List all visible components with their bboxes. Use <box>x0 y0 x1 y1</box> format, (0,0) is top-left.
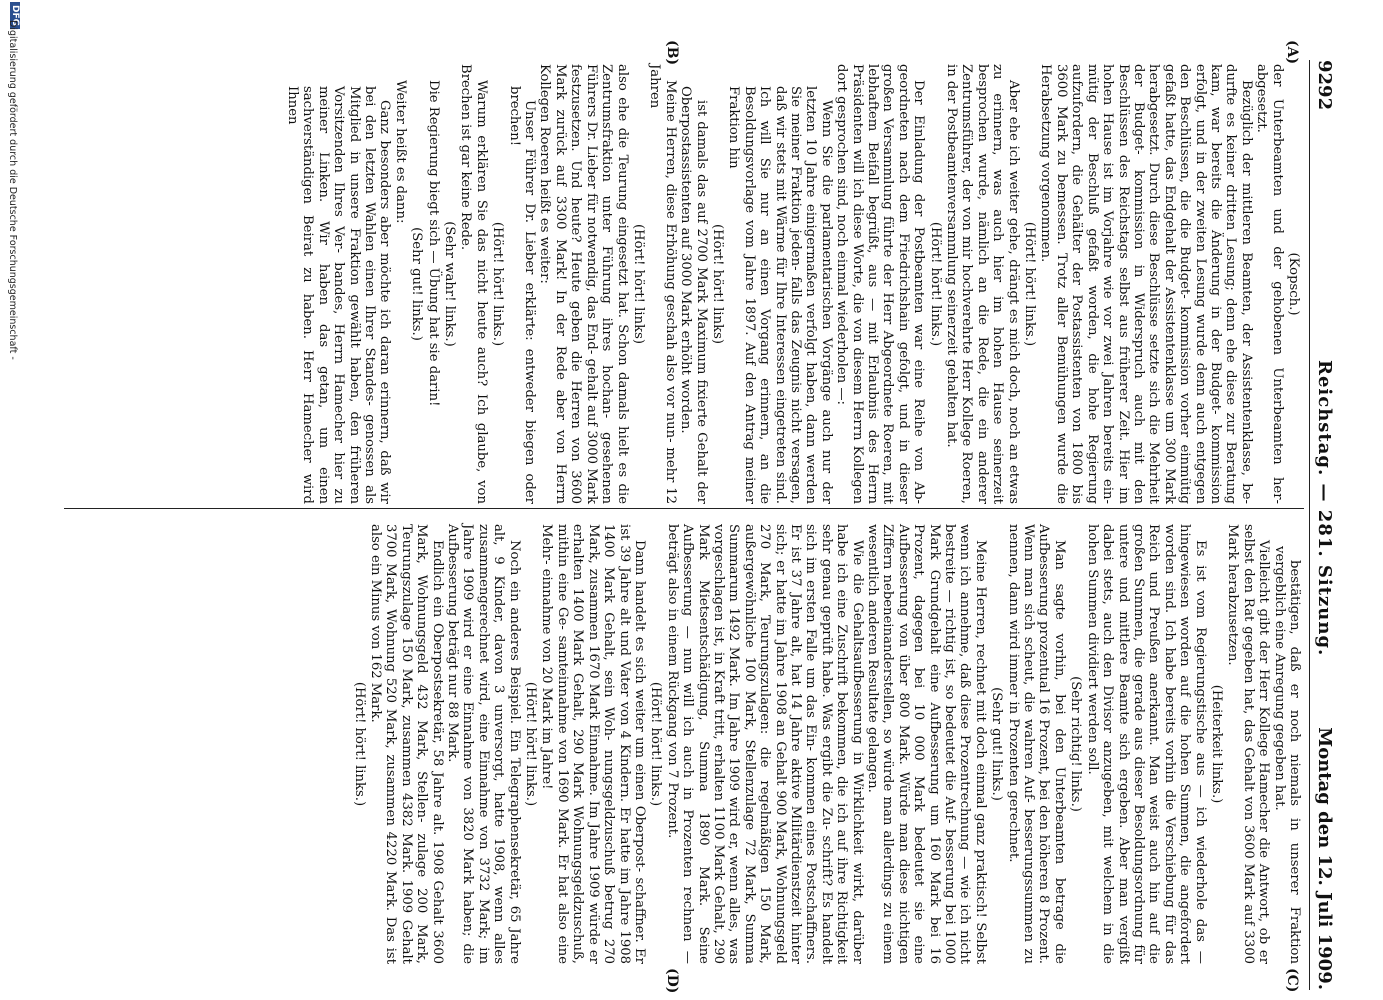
column-divider <box>64 508 1304 509</box>
paragraph: Noch ein anderes Beispiel. Ein Telegraphensekretär, 65 Jahre alt, 9 Kinder, davon 3 unversorgt, hatte 1908, wenn alles zusammengerechnet wird, eine Einnahme von 3732 Mark; im Jahre 1909 wird er eine Einnahme von 3820 Mark haben; die Aufbesserung beträgt nur 88 Mark. <box>445 524 522 964</box>
paragraph: Man sagte vorhin, bei den Unterbeamten betrage die Aufbesserung prozentual 16 Prozent, bei den höheren 8 Prozent. Wenn man sich scheut, die wahren Auf- besserungssummen zu nennen, dann wird immer in Prozenten gerechnet. <box>1005 524 1067 964</box>
paragraph: Vielleicht gibt der Herr Kollege Hamecher die Antwort, ob er selbst den Rat gegeben hat, das Gehalt von 3600 Mark auf 3300 Mark herabzusetzen. <box>1225 524 1272 964</box>
margin-letter-b: (B) <box>664 40 680 66</box>
interjection: (Hört! hört! links) <box>630 223 646 345</box>
page-number: 9292 <box>1314 60 1335 111</box>
paragraph: also ehe die Teurung eingesetzt hat. Schon damals hielt es die Zentrumsfraktion unter Führung ihres hochan- gesehenen Führers Dr. Lieber für notwendig, das End- gehalt auf 3000 Mark festzusetzen. Und heute? Heute geben die Herren von 3600 Mark zurück auf 3300 Mark! In der Rede aber von Herrn Kollegen Roeren heißt es weiter: <box>537 64 630 504</box>
paragraph: Der Einladung der Postbeamten war eine Reihe von Ab- geordneten nach dem Friedrichshain gefolgt, und in dieser großen Versammlung führte der Herr Abgeordnete Roeren, mit lebhaftem Beifall begrüßt, aus — mit Erlaubnis des Herrn Präsidenten will ich diese Worte, die von diesem Herrn Kollegen dort gesprochen sind, noch einmal wiederholen —: <box>834 64 927 504</box>
interjection: (Hört! hört! links.) <box>927 221 943 347</box>
interjection: (Hört! hört! links.) <box>490 221 506 347</box>
paragraph: Weiter heißt es dann: <box>392 80 408 224</box>
page-title: Reichstag. — 281. Sitzung. <box>1314 360 1335 657</box>
right-column <box>350 524 1302 964</box>
quotation: Ganz besonders aber möchte ich daran erinnern, daß wir bei den letzten Wahlen einen Ihrer Standes- genossen als Mitglied in unsere Fraktion gewählt haben, den früheren Vorsitzenden Ihres Ver- bandes, Herrn Hamecher hier zu meiner Linken. Wir haben das getan, um einen sachverständigen Beirat zu haben. Herr Hamecher wird Ihnen <box>285 86 393 504</box>
interjection: (Sehr richtig! links.) <box>1068 676 1084 812</box>
interjection: (Hört! hört! links) <box>709 223 725 345</box>
quotation: bestätigen, daß er noch niemals in unserer Fraktion vergeblich eine Anregung gegeben hat. <box>1271 546 1302 964</box>
paragraph: Es ist vom Regierungstische aus — ich wiederhole das — hingewiesen worden auf die hohen Summen, die angefordert worden sind. Ich habe bereits vorhin die Verschiebung für das Reich und Preußen anerkannt. Man weist auch hin auf die großen Summen, die gerade aus dieser Besoldungsordnung für untere und mittlere Beamte sich ergeben. Aber man vergißt dabei stets, auch den Divisor anzugeben, mit welchem in die hohen Summen dividiert werden soll. <box>1084 524 1208 964</box>
quotation: Unser Führer Dr. Lieber erklärte: entweder biegen oder brechen! <box>506 86 538 504</box>
paragraph: Aber ehe ich weiter gehe, drängt es mich doch, noch an etwas zu erinnern, was auch hier im hohen Hause seinerzeit besprochen wurde, nämlich an die Rede, die ein anderer Zentrumsführer, der von mir hochverehrte Herr Kollege Roeren, in der Postbeamtenversammlung seinerzeit gehalten hat. <box>944 64 1021 504</box>
paragraph: Meine Herren, rechnet mit doch einmal ganz praktisch! Selbst wenn ich annehme, daß diese Prozentrechnung — wie ich nicht bestreite — richtig ist, so bedeutet die Auf- besserung bei 1000 Mark Grundgehalt eine Aufbesserung um 160 Mark bei 16 Prozent, dagegen bei 10 000 Mark bedeutet sie eine Aufbesserung von über 800 Mark. Würde man diese nichtigen Ziffern nebeneinanderstellen, so würde man allerdings zu einem wesentlich anderen Resultate gelangen. <box>865 524 988 964</box>
quotation: ist damals das auf 2700 Mark Maximum fixierte Gehalt der Oberpostassistenten auf 3000 Mark erhöht worden. <box>678 86 709 504</box>
paragraph: Wie die Gehaltsaufbesserung in Wirklichkeit wirkt, darüber habe ich eine Zuschrift bekommen, die ich auf ihre Richtigkeit sehr genau geprüft habe. Was ergibt die Zu- schrift? Es handelt sich im ersten Falle um das Ein- kommen eines Postschaffners. Er ist 37 Jahre alt, hat 14 Jahre aktive Militärdienstzeit hinter sich; er hatte im Jahre 1908 an Gehalt 900 Mark, Wohnungsgeld 270 Mark, Teurungszulagen: die regelmäßigen 150 Mark, außergewöhnliche 100 Mark, Stellenzulage 72 Mark, Summa Summarum 1492 Mark. Im Jahre 1909 wird er, wenn alles, was vorgeschlagen ist, in Kraft tritt, erhalten 1100 Mark Gehalt, 290 Mark Mietsentschädigung, Summa 1890 Mark. Seine Aufbesserung — nun will ich auch in Prozenten rechnen — beträgt also in einem Rückgang von 7 Prozent. <box>664 524 865 964</box>
interjection: (Heiterkeit links.) <box>1208 684 1224 804</box>
dfg-logo: DFG <box>10 2 20 29</box>
left-column <box>285 64 1302 504</box>
page-header <box>1309 60 1335 990</box>
interjection: (Sehr gut! links.) <box>409 227 425 341</box>
interjection: (Hört! hört! links.) <box>648 681 664 807</box>
paragraph: Bezüglich der mittleren Beamten, der Assistentenklasse, be- durfte es keiner dritten Lesung; denn ehe diese zur Beratung kam, war bereits die Änderung in der Budget- kommission erfolgt, und in der zweiten Lesung wurde denn auch entgegen den Beschlüssen, die die Budget- kommission vorher einmütig gefaßt hatte, das Endgehalt der Assistentenklasse um 300 Mark herabgesetzt. Durch diese Beschlüsse setzte sich die Mehrheit der Budget- kommission in Widerspruch auch mit den Beschlüssen des Reichstags selbst aus früherer Zeit. Hier im hohen Hause ist im Vorjahre wie vor zwei Jahren bereits ein- mütig der Beschluß gefaßt worden, die hohe Regierung aufzufordern, die Gehälter der Postassistenten von 1800 bis 3600 Mark zu bemessen. Trotz aller Bemühungen wurde die Herabsetzung vorgenommen. <box>1038 64 1254 504</box>
session-date: Montag den 12. Juli 1909. <box>1314 727 1335 990</box>
interjection: (Hört! hört! links.) <box>351 681 367 807</box>
speaker-name: (Kopsch.) <box>1286 252 1301 316</box>
paragraph: Meine Herren, diese Erhöhung geschah also vor nun- mehr 12 Jahren <box>647 64 678 504</box>
paragraph: Dann handelt es sich weiter um einen Oberpost- schaffner. Er ist 39 Jahre alt und Vater von 4 Kindern. Er hatte im Jahre 1908 1400 Mark Gehalt, sein Woh- nungsgeldzuschuß betrug 270 Mark, zusammen 1670 Mark Einnahme. Im Jahre 1909 würde er erhalten 1400 Mark Gehalt, 290 Mark Wohnungsgeldzuschuß, mithin eine Ge- samteinnahme von 1690 Mark. Er hat also eine Mehr- einnahme von 20 Mark im Jahre! <box>539 524 647 964</box>
interjection: (Sehr gut! links.) <box>989 687 1005 801</box>
header-rule <box>1309 60 1310 990</box>
paragraph: der Unterbeamten und der gehobenen Unterbeamten her- abgesetzt. <box>1254 64 1285 504</box>
paragraph: Warum erklären Sie das nicht heute auch? Ich glaube, von Brechen ist gar keine Rede. <box>458 64 489 504</box>
paragraph: Endlich ein Oberpostsekretär, 58 Jahre alt. 1908 Gehalt 3600 Mark, Wohnungsgeld 432 Mark, Stellen- zulage 200 Mark, Teurungszulage 150 Mark, zusammen 4382 Mark. 1909 Gehalt 3700 Mark, Wohnung 520 Mark, zusammen 4220 Mark. Das ist also ein Minus von 162 Mark. <box>368 524 445 964</box>
paragraph: Die Regierung biegt sich — Übung hat sie darin! <box>425 80 441 407</box>
interjection: (Hört! hört! links.) <box>1022 221 1038 347</box>
interjection: (Hört! hört! links.) <box>523 681 539 807</box>
margin-letter-c: (C) <box>1284 968 1300 993</box>
quotation: Wenn Sie die parlamentarischen Vorgänge auch nur der letzten 10 Jahre einigermaßen verfolgt haben, dann werden Sie meiner Fraktion jeden- falls das Zeugnis nicht versagen, daß wir stets mit Wärme für Ihre Interessen eingetreten sind. Ich will Sie nur an einen Vorgang erinnern, an die Besoldungsvorlage vom Jahre 1897. Auf den Antrag meiner Fraktion hin <box>726 86 834 504</box>
margin-letter-d: (D) <box>664 968 680 994</box>
digitization-credit: Digitalisierung gefördert durch die Deutsche Forschungsgemeinschaft - <box>7 20 18 360</box>
interjection: (Sehr wahr! links.) <box>442 221 458 347</box>
margin-letter-a: (A) <box>1284 40 1300 65</box>
